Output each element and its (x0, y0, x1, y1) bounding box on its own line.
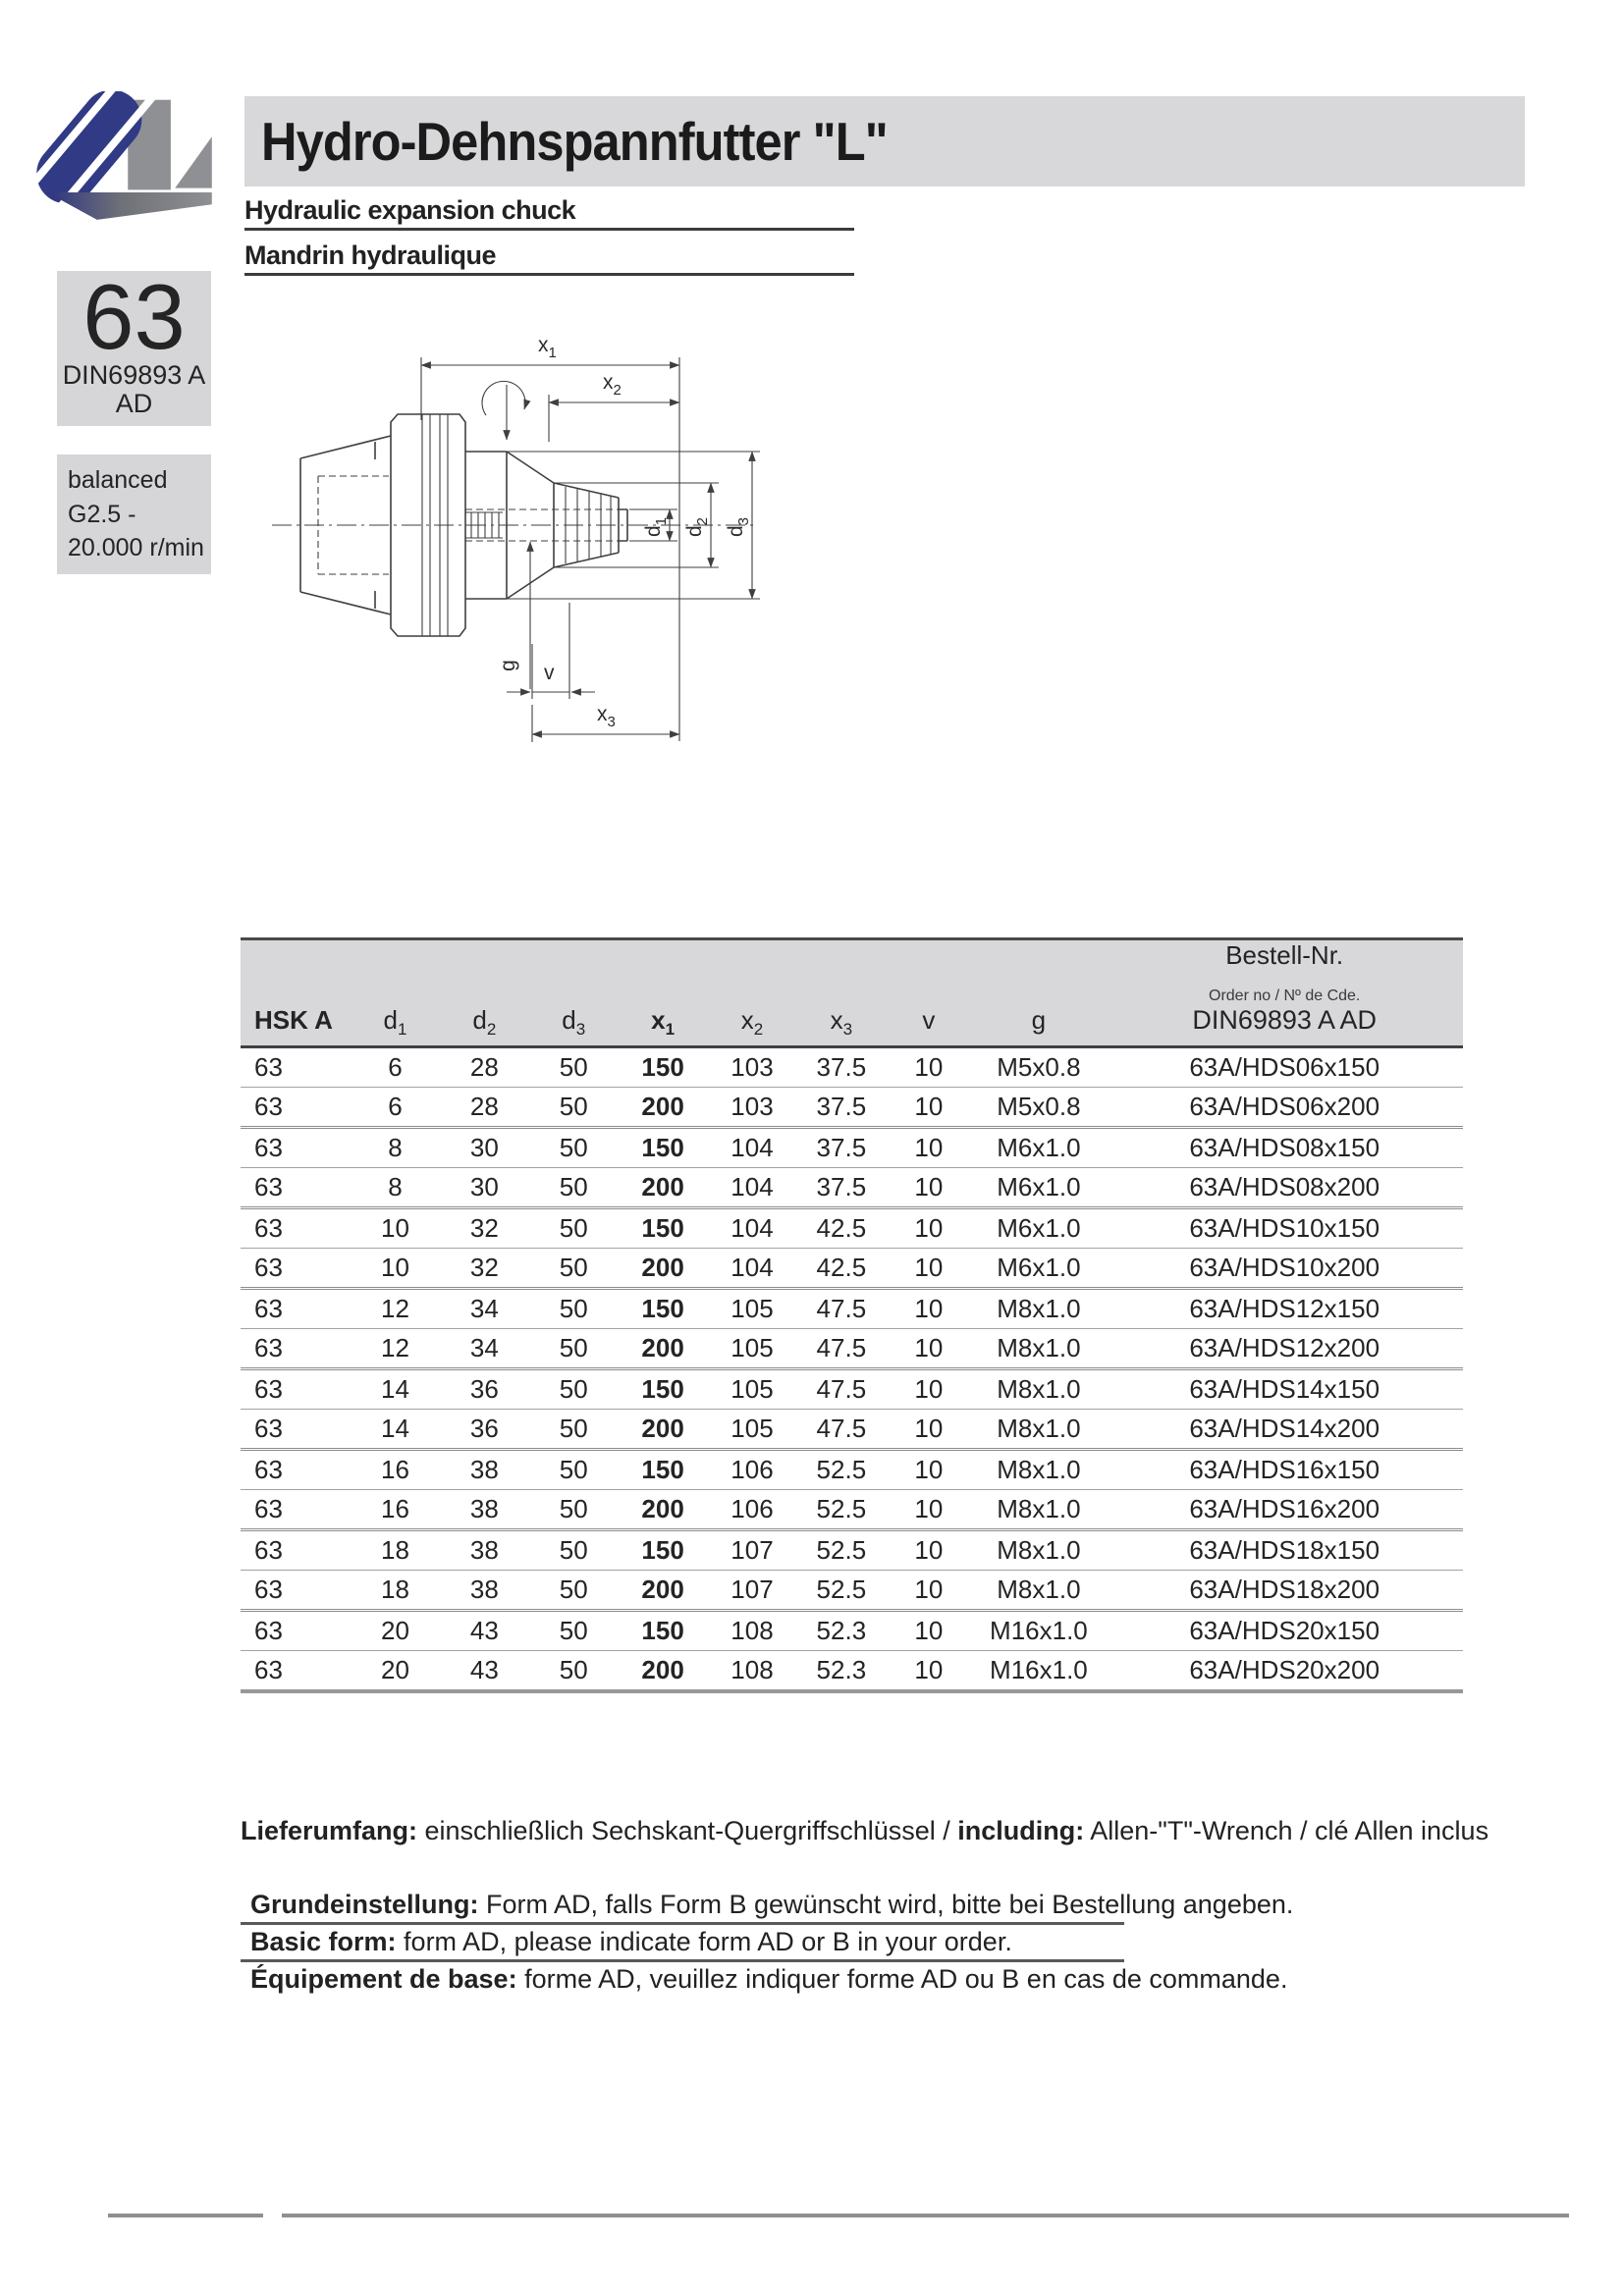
table-cell: 50 (529, 1329, 619, 1369)
dim-x2 (549, 395, 679, 442)
delivery-lead-en: including: (957, 1816, 1085, 1845)
table-cell: M8x1.0 (971, 1410, 1106, 1450)
table-cell: 105 (708, 1289, 797, 1329)
table-cell: 52.3 (796, 1611, 886, 1651)
table-cell: 200 (619, 1651, 708, 1692)
subtitle-french-rule (244, 273, 854, 276)
table-cell: M6x1.0 (971, 1249, 1106, 1289)
table-cell: 63A/HDS14x200 (1106, 1410, 1463, 1450)
table-cell: 50 (529, 1289, 619, 1329)
table-row (241, 1128, 1463, 1168)
column-header: $x_1$ (619, 939, 708, 1047)
table-cell: 200 (619, 1249, 708, 1289)
din-norm: DIN69893 A (62, 360, 206, 391)
table-row (241, 1571, 1463, 1611)
table-cell: 104 (708, 1168, 797, 1208)
table-cell: 50 (529, 1208, 619, 1249)
subtitle-english: Hydraulic expansion chuck (244, 195, 576, 225)
table-cell: 10 (886, 1289, 971, 1329)
table-cell: M16x1.0 (971, 1611, 1106, 1651)
table-cell: 200 (619, 1168, 708, 1208)
table-cell: M8x1.0 (971, 1490, 1106, 1530)
spec-table-body (241, 1047, 1463, 1692)
table-cell: 50 (529, 1047, 619, 1088)
table-cell: 10 (886, 1369, 971, 1410)
table-cell: 63A/HDS06x150 (1106, 1047, 1463, 1088)
table-cell: 47.5 (796, 1410, 886, 1450)
table-cell: M8x1.0 (971, 1369, 1106, 1410)
table-row (241, 1369, 1463, 1410)
table-cell: 200 (619, 1329, 708, 1369)
table-cell: 150 (619, 1611, 708, 1651)
label-d2: $d_2$ (683, 516, 711, 538)
order-number-header (1106, 939, 1463, 1047)
basic-form-note-en (250, 1927, 1012, 1957)
column-header: $d_2$ (440, 939, 529, 1047)
table-row (241, 1289, 1463, 1329)
column-header: g (971, 939, 1106, 1047)
table-cell: 200 (619, 1571, 708, 1611)
table-cell: 63A/HDS12x200 (1106, 1329, 1463, 1369)
technical-drawing (257, 294, 866, 756)
balance-line: balanced (68, 466, 168, 494)
table-cell: 63A/HDS20x200 (1106, 1651, 1463, 1692)
table-cell: 63 (241, 1369, 351, 1410)
delivery-text-de: einschließlich Sechskant-Quergriffschlüssel / (417, 1816, 958, 1845)
table-cell: 10 (886, 1208, 971, 1249)
table-cell: 63 (241, 1128, 351, 1168)
table-cell: 50 (529, 1530, 619, 1571)
table-cell: 10 (886, 1571, 971, 1611)
table-cell: 36 (440, 1369, 529, 1410)
table-cell: M5x0.8 (971, 1047, 1106, 1088)
table-cell: 10 (886, 1410, 971, 1450)
table-cell: M16x1.0 (971, 1651, 1106, 1692)
title-bar (244, 96, 1525, 187)
table-cell: 28 (440, 1047, 529, 1088)
table-cell: 47.5 (796, 1329, 886, 1369)
footer-rule-short (108, 2214, 263, 2217)
table-cell: 12 (351, 1289, 440, 1329)
footer-rule-long (282, 2214, 1569, 2217)
table-cell: 200 (619, 1410, 708, 1450)
column-header: $x_2$ (708, 939, 797, 1047)
table-cell: 50 (529, 1088, 619, 1128)
balance-box (57, 454, 211, 574)
table-cell: 16 (351, 1450, 440, 1490)
table-cell: 63 (241, 1047, 351, 1088)
sl-logo-graphic (35, 91, 224, 233)
table-cell: 20 (351, 1651, 440, 1692)
basic-form-note-de (250, 1890, 1293, 1920)
table-cell: 105 (708, 1369, 797, 1410)
table-cell: 104 (708, 1208, 797, 1249)
table-cell: 47.5 (796, 1369, 886, 1410)
table-cell: 63A/HDS10x150 (1106, 1208, 1463, 1249)
table-cell: 63 (241, 1490, 351, 1530)
table-cell: 63A/HDS12x150 (1106, 1289, 1463, 1329)
table-cell: 10 (886, 1530, 971, 1571)
table-cell: 150 (619, 1530, 708, 1571)
table-cell: 10 (886, 1450, 971, 1490)
table-cell: 63 (241, 1571, 351, 1611)
note-lead: Équipement de base: (250, 1964, 517, 1994)
table-cell: 14 (351, 1369, 440, 1410)
table-cell: M5x0.8 (971, 1088, 1106, 1128)
table-cell: 63A/HDS06x200 (1106, 1088, 1463, 1128)
table-cell: 52.3 (796, 1651, 886, 1692)
table-cell: 10 (886, 1249, 971, 1289)
note-text: forme AD, veuillez indiquer forme AD ou B en cas de commande. (516, 1964, 1288, 1994)
table-cell: 105 (708, 1410, 797, 1450)
page-title: Hydro-Dehnspannfutter "L" (261, 111, 888, 172)
label-x1: $x_1$ (538, 334, 557, 361)
table-row (241, 1530, 1463, 1571)
table-cell: 8 (351, 1168, 440, 1208)
table-cell: 38 (440, 1530, 529, 1571)
order-header-intl: Order no / Nº de Cde. (1209, 988, 1361, 1004)
table-cell: 42.5 (796, 1249, 886, 1289)
table-cell: 104 (708, 1128, 797, 1168)
table-cell: 150 (619, 1208, 708, 1249)
table-cell: 16 (351, 1490, 440, 1530)
table-cell: 63 (241, 1289, 351, 1329)
table-cell: 63A/HDS08x150 (1106, 1128, 1463, 1168)
column-header: $d_3$ (529, 939, 619, 1047)
table-cell: 63 (241, 1168, 351, 1208)
table-cell: 50 (529, 1651, 619, 1692)
table-cell: 63A/HDS18x200 (1106, 1571, 1463, 1611)
table-cell: 105 (708, 1329, 797, 1369)
table-cell: 50 (529, 1369, 619, 1410)
note-lead: Grundeinstellung: (250, 1890, 479, 1919)
table-row (241, 1329, 1463, 1369)
table-cell: 52.5 (796, 1530, 886, 1571)
table-cell: M6x1.0 (971, 1128, 1106, 1168)
table-cell: 150 (619, 1450, 708, 1490)
table-cell: 63 (241, 1530, 351, 1571)
table-row (241, 1088, 1463, 1128)
table-cell: 38 (440, 1571, 529, 1611)
table-cell: 104 (708, 1249, 797, 1289)
label-x2: $x_2$ (603, 371, 622, 399)
table-cell: 30 (440, 1168, 529, 1208)
column-header: $d_1$ (351, 939, 440, 1047)
size-norm-box (57, 265, 211, 426)
table-cell: 14 (351, 1410, 440, 1450)
table-cell: 10 (886, 1611, 971, 1651)
note-rule (241, 1922, 1124, 1925)
dim-v (507, 603, 595, 699)
table-cell: 63 (241, 1088, 351, 1128)
table-row (241, 1249, 1463, 1289)
table-cell: 63A/HDS10x200 (1106, 1249, 1463, 1289)
order-header-norm: DIN69893 A AD (1192, 1005, 1377, 1035)
column-header: $x_3$ (796, 939, 886, 1047)
table-cell: 8 (351, 1128, 440, 1168)
table-cell: 50 (529, 1410, 619, 1450)
table-cell: M8x1.0 (971, 1571, 1106, 1611)
table-cell: M8x1.0 (971, 1329, 1106, 1369)
label-x3: $x_3$ (597, 703, 616, 730)
balance-line: 20.000 r/min (68, 534, 204, 561)
table-cell: 106 (708, 1450, 797, 1490)
table-cell: 36 (440, 1410, 529, 1450)
table-cell: 38 (440, 1490, 529, 1530)
table-cell: 200 (619, 1490, 708, 1530)
table-cell: M8x1.0 (971, 1289, 1106, 1329)
table-row (241, 1611, 1463, 1651)
subtitle-english-rule (244, 228, 854, 231)
table-cell: 50 (529, 1490, 619, 1530)
table-cell: 10 (351, 1208, 440, 1249)
table-cell: 10 (886, 1651, 971, 1692)
table-cell: 6 (351, 1088, 440, 1128)
table-cell: 37.5 (796, 1128, 886, 1168)
table-cell: 34 (440, 1289, 529, 1329)
table-cell: 63A/HDS18x150 (1106, 1530, 1463, 1571)
note-rule (241, 1959, 1124, 1962)
table-row (241, 1450, 1463, 1490)
table-cell: 10 (886, 1329, 971, 1369)
sl-logo-icon (35, 91, 224, 235)
table-cell: 63 (241, 1410, 351, 1450)
table-cell: 63 (241, 1208, 351, 1249)
table-cell: M8x1.0 (971, 1530, 1106, 1571)
table-cell: 18 (351, 1571, 440, 1611)
balance-line: G2.5 - (68, 500, 136, 528)
table-cell: 18 (351, 1530, 440, 1571)
table-cell: 150 (619, 1369, 708, 1410)
table-cell: 42.5 (796, 1208, 886, 1249)
table-cell: 52.5 (796, 1571, 886, 1611)
label-g: g (497, 660, 519, 671)
column-header-row (241, 939, 1463, 1047)
table-cell: 34 (440, 1329, 529, 1369)
label-d3: $d_3$ (725, 516, 752, 538)
table-row (241, 1047, 1463, 1088)
table-cell: 106 (708, 1490, 797, 1530)
table-cell: 32 (440, 1249, 529, 1289)
table-cell: 63A/HDS16x150 (1106, 1450, 1463, 1490)
table-row (241, 1490, 1463, 1530)
table-cell: 50 (529, 1249, 619, 1289)
subtitle-french: Mandrin hydraulique (244, 240, 497, 270)
table-cell: 63A/HDS08x200 (1106, 1168, 1463, 1208)
rotation-arrow-icon (482, 381, 525, 440)
label-v: v (544, 662, 555, 684)
column-header: v (886, 939, 971, 1047)
form-code: AD (115, 388, 153, 418)
table-cell: 10 (886, 1047, 971, 1088)
table-cell: 150 (619, 1128, 708, 1168)
order-header-de: Bestell-Nr. (1225, 940, 1344, 970)
table-cell: 108 (708, 1611, 797, 1651)
table-cell: 12 (351, 1329, 440, 1369)
table-cell: 107 (708, 1571, 797, 1611)
table-cell: 38 (440, 1450, 529, 1490)
table-cell: 63 (241, 1450, 351, 1490)
table-cell: 10 (351, 1249, 440, 1289)
table-cell: 43 (440, 1651, 529, 1692)
table-row (241, 1208, 1463, 1249)
basic-form-note-fr (250, 1964, 1287, 1995)
table-cell: 37.5 (796, 1168, 886, 1208)
label-d1: $d_1$ (642, 516, 670, 538)
table-cell: 50 (529, 1571, 619, 1611)
table-cell: 150 (619, 1289, 708, 1329)
table-cell: M8x1.0 (971, 1450, 1106, 1490)
table-cell: 107 (708, 1530, 797, 1571)
table-cell: 10 (886, 1128, 971, 1168)
table-cell: 200 (619, 1088, 708, 1128)
table-cell: M6x1.0 (971, 1168, 1106, 1208)
table-cell: 10 (886, 1490, 971, 1530)
table-cell: 43 (440, 1611, 529, 1651)
table-cell: 50 (529, 1128, 619, 1168)
table-cell: 63 (241, 1651, 351, 1692)
table-cell: 28 (440, 1088, 529, 1128)
table-cell: 37.5 (796, 1047, 886, 1088)
table-cell: 63A/HDS14x150 (1106, 1369, 1463, 1410)
table-cell: 52.5 (796, 1490, 886, 1530)
table-cell: 50 (529, 1450, 619, 1490)
table-cell: 37.5 (796, 1088, 886, 1128)
table-cell: 150 (619, 1047, 708, 1088)
table-cell: 30 (440, 1128, 529, 1168)
table-cell: 50 (529, 1611, 619, 1651)
spec-table (241, 937, 1463, 1693)
column-header: HSK A (241, 939, 351, 1047)
delivery-lead-de: Lieferumfang: (241, 1816, 418, 1845)
table-cell: 32 (440, 1208, 529, 1249)
table-cell: 20 (351, 1611, 440, 1651)
table-cell: 6 (351, 1047, 440, 1088)
table-row (241, 1410, 1463, 1450)
table-cell: 108 (708, 1651, 797, 1692)
table-cell: 52.5 (796, 1450, 886, 1490)
table-cell: 10 (886, 1088, 971, 1128)
table-cell: 63 (241, 1249, 351, 1289)
note-lead: Basic form: (250, 1927, 397, 1956)
table-cell: 103 (708, 1088, 797, 1128)
table-cell: 47.5 (796, 1289, 886, 1329)
table-cell: M6x1.0 (971, 1208, 1106, 1249)
table-row (241, 1168, 1463, 1208)
table-row (241, 1651, 1463, 1692)
table-cell: 63A/HDS20x150 (1106, 1611, 1463, 1651)
table-cell: 63 (241, 1329, 351, 1369)
hsk-size: 63 (82, 265, 186, 368)
delivery-text-en: Allen-"T"-Wrench / clé Allen inclus (1084, 1816, 1489, 1845)
table-cell: 63A/HDS16x200 (1106, 1490, 1463, 1530)
table-cell: 50 (529, 1168, 619, 1208)
table-cell: 10 (886, 1168, 971, 1208)
note-text: form AD, please indicate form AD or B in your order. (396, 1927, 1012, 1956)
note-text: Form AD, falls Form B gewünscht wird, bitte bei Bestellung angeben. (478, 1890, 1294, 1919)
table-cell: 103 (708, 1047, 797, 1088)
table-cell: 63 (241, 1611, 351, 1651)
delivery-note (241, 1816, 1488, 1846)
